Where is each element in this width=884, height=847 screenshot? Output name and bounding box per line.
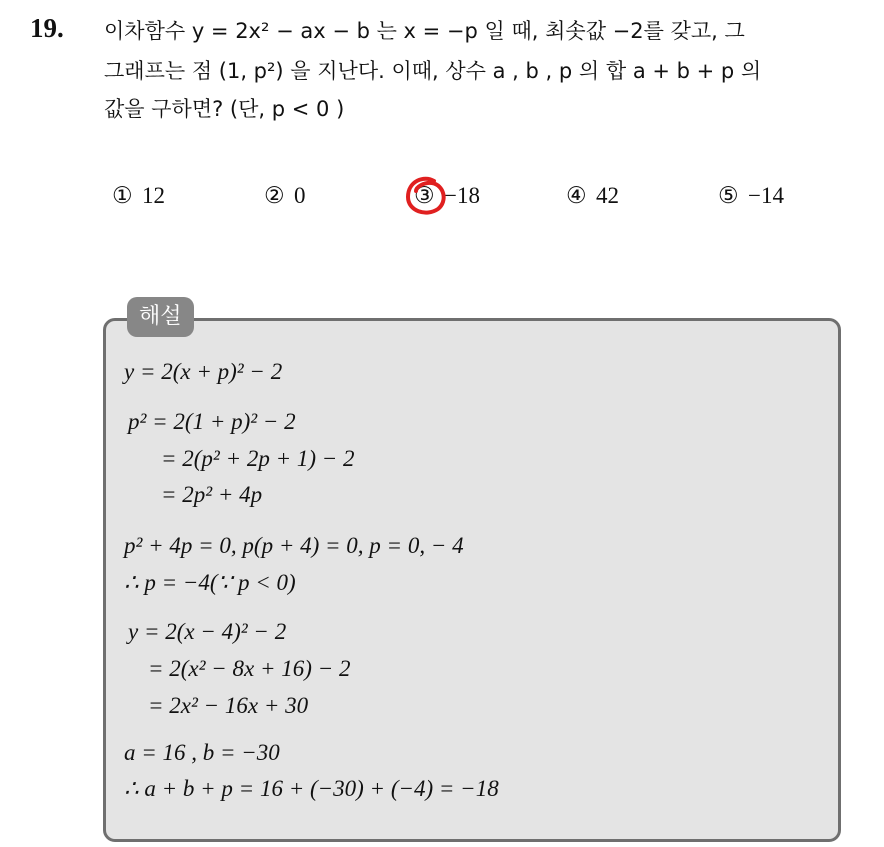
solution-line-3: = 2(p² + 2p + 1) − 2: [161, 446, 355, 471]
solution-line-5: p² + 4p = 0, p(p + 4) = 0, p = 0, − 4: [124, 533, 464, 558]
solution-line-6: ∴ p = −4(∵ p < 0): [124, 570, 296, 595]
solution-line-9: = 2x² − 16x + 30: [148, 693, 309, 718]
question-text-line-3: 값을 구하면? (단, p < 0 ): [104, 97, 345, 121]
choice-2-number: ②: [264, 183, 285, 208]
choice-4-number: ④: [566, 183, 587, 208]
solution-line-2: p² = 2(1 + p)² − 2: [128, 409, 296, 434]
answer-circle-mark: [404, 175, 450, 219]
solution-line-4: = 2p² + 4p: [161, 482, 263, 507]
solution-label: 해설: [127, 297, 194, 337]
choice-1[interactable]: [112, 183, 165, 209]
choice-2-value: 0: [294, 183, 306, 208]
solution-line-11: ∴ a + b + p = 16 + (−30) + (−4) = −18: [124, 776, 499, 801]
question-number: 19.: [30, 13, 64, 43]
choice-5-number: ⑤: [718, 183, 739, 208]
solution-line-7: y = 2(x − 4)² − 2: [128, 619, 287, 644]
choice-1-number: ①: [112, 183, 133, 208]
solution-line-8: = 2(x² − 8x + 16) − 2: [148, 656, 351, 681]
question-text-line-1: 이차함수 y = 2x² − ax − b 는 x = −p 일 때, 최솟값 −2를 갖고, 그: [104, 19, 745, 43]
solution-line-1: y = 2(x + p)² − 2: [124, 359, 283, 384]
choice-5[interactable]: [718, 183, 784, 209]
question-text-line-2: 그래프는 점 (1, p²) 을 지난다. 이때, 상수 a , b , p 의 합 a + b + p 의: [104, 59, 762, 83]
choice-4-value: 42: [596, 183, 619, 208]
solution-line-10: a = 16 , b = −30: [124, 740, 280, 765]
choice-2[interactable]: [264, 183, 306, 209]
choice-4[interactable]: [566, 183, 619, 209]
choice-3-value: −18: [444, 183, 480, 208]
choice-1-value: 12: [142, 183, 165, 208]
choice-3-number: ③: [414, 183, 435, 208]
choice-5-value: −14: [748, 183, 784, 208]
